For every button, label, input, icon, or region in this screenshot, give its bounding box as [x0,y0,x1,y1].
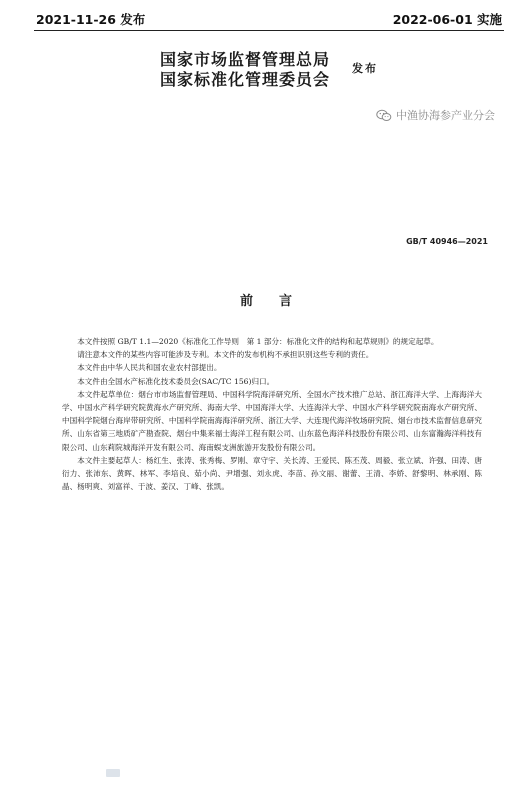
foreword-body [62,335,482,493]
implement-date: 2022-06-01 实施 [392,12,502,27]
foreword-paragraph: 本文件由中华人民共和国农业农村部提出。 [77,363,222,373]
foreword-paragraph: 本文件由全国水产标准化技术委员会(SAC/TC 156)归口。 [77,376,275,386]
issuer-samr: 国家市场监督管理总局 [160,50,331,69]
watermark [376,107,495,123]
header-bar [0,0,532,44]
foreword-paragraph: 本文件按照 GB/T 1.1—2020《标准化工作导则 第 1 部分：标准化文件的结构和起草规则》的规定起草。 [77,337,439,346]
issuer-sac: 国家标准化管理委员会 [160,70,331,89]
header-rule [34,30,504,31]
foreword-paragraph: 本文件主要起草人：杨红生、张涛、张秀梅、罗刚、章守宇、关长涛、王爱民、陈丕茂、周毅、张立斌、许强、田涛、唐衍力、张沛东、黄晖、林军、李培良、茹小尚、尹增强、刘永虎、李苗、孙文丽、谢蕾、王清、李娇、舒黎明、林承刚、陈晶、杨明爽、刘富祥、于波、姜汉、丁峰、张凯。 [62,455,482,492]
foreword-paragraph: 请注意本文件的某些内容可能涉及专利。本文件的发布机构不承担识别这些专利的责任。 [77,350,374,360]
foreword-title: 前言 [239,294,318,309]
page-footer-mark [106,769,120,777]
standard-code: GB/T 40946—2021 [406,237,488,246]
watermark-text: 中渔协海参产业分会 [396,109,495,122]
wechat-icon [376,109,392,122]
issue-label: 发布 [352,62,378,75]
foreword-paragraph: 本文件起草单位：烟台市市场监督管理局、中国科学院海洋研究所、全国水产技术推广总站、浙江海洋大学、上海海洋大学、中国水产科学研究院黄海水产研究所、海南大学、中国海洋大学、大连海洋大学、中国水产科学研究院南海水产研究所、中国科学院烟台海岸带研究所、中国科学院南海海洋研究所、浙江大学、大连现代海洋牧场研究院、烟台市技术监督信息研究所、山东省第三地质矿产勘查院、烟台中集来福士海洋工程有限公司、山东蓝色海洋科技股份有限公司、山东富瀚海洋科技有限公司、山东莉院城海洋开发有限公司、海南蜈支洲旅游开发股份有限公司。 [62,389,482,452]
issuing-authorities [160,50,380,90]
publish-date: 2021-11-26 发布 [36,12,146,27]
